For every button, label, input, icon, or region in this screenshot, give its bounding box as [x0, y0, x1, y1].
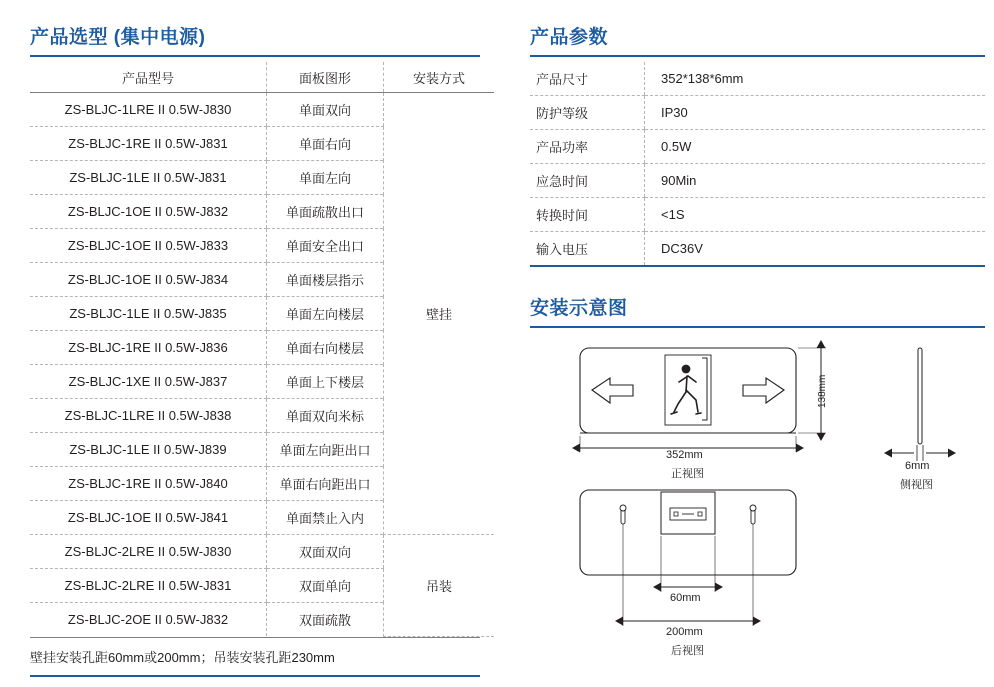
side-view-drawing: [892, 348, 948, 461]
cell-panel: 单面禁止入内: [267, 501, 384, 535]
cell-model: ZS-BLJC-1LE II 0.5W-J831: [30, 161, 267, 195]
params-section-title: 产品参数: [530, 27, 609, 48]
diagram-section-title: 安装示意图: [530, 298, 628, 319]
param-value: 0.5W: [645, 130, 986, 164]
params-title-rule: [530, 55, 985, 57]
cell-panel: 单面左向楼层: [267, 297, 384, 331]
cell-panel: 单面楼层指示: [267, 263, 384, 297]
param-value: 90Min: [645, 164, 986, 198]
back-hole-inner-label: 60mm: [670, 592, 701, 604]
cell-panel: 单面右向距出口: [267, 467, 384, 501]
selection-section-title: 产品选型 (集中电源): [30, 27, 206, 48]
table-row: [530, 62, 985, 96]
product-selection-table: [30, 62, 494, 637]
cell-model: ZS-BLJC-1OE II 0.5W-J833: [30, 229, 267, 263]
front-view-label: 正视图: [671, 468, 704, 480]
cell-model: ZS-BLJC-2LRE II 0.5W-J830: [30, 535, 267, 569]
cell-model: ZS-BLJC-1OE II 0.5W-J841: [30, 501, 267, 535]
cell-panel: 双面单向: [267, 569, 384, 603]
cell-model: ZS-BLJC-1LE II 0.5W-J839: [30, 433, 267, 467]
installation-diagram: [530, 340, 985, 670]
side-thickness-label: 6mm: [905, 460, 930, 472]
cell-model: ZS-BLJC-1RE II 0.5W-J840: [30, 467, 267, 501]
front-view-drawing: [580, 348, 826, 452]
cell-panel: 单面上下楼层: [267, 365, 384, 399]
param-value: 352*138*6mm: [645, 62, 986, 96]
column-header-panel: 面板图形: [267, 62, 384, 93]
column-header-mount: 安装方式: [384, 62, 495, 93]
cell-panel: 单面双向米标: [267, 399, 384, 433]
diagram-section: [530, 293, 985, 328]
selection-title-rule: [30, 55, 480, 57]
table-row: [30, 93, 494, 127]
cell-model: ZS-BLJC-1OE II 0.5W-J834: [30, 263, 267, 297]
param-value: <1S: [645, 198, 986, 232]
selection-note: 壁挂安装孔距60mm或200mm；吊装安装孔距230mm: [30, 637, 480, 677]
param-key: 防护等级: [530, 96, 645, 130]
front-height-label: 138mm: [817, 374, 828, 408]
cell-model: ZS-BLJC-1LRE II 0.5W-J838: [30, 399, 267, 433]
cell-model: ZS-BLJC-1XE II 0.5W-J837: [30, 365, 267, 399]
param-key: 输入电压: [530, 232, 645, 267]
table-row: [30, 535, 494, 569]
cell-panel: 单面安全出口: [267, 229, 384, 263]
table-row: [530, 232, 985, 267]
back-view-drawing: [580, 490, 796, 626]
cell-panel: 单面左向: [267, 161, 384, 195]
diagram-svg: [530, 340, 985, 670]
param-key: 应急时间: [530, 164, 645, 198]
param-key: 转换时间: [530, 198, 645, 232]
cell-panel: 双面疏散: [267, 603, 384, 637]
param-value: IP30: [645, 96, 986, 130]
table-row: [530, 96, 985, 130]
cell-model: ZS-BLJC-1RE II 0.5W-J836: [30, 331, 267, 365]
column-header-model: 产品型号: [30, 62, 267, 93]
cell-panel: 单面右向: [267, 127, 384, 161]
params-section: [530, 22, 985, 670]
cell-model: ZS-BLJC-1OE II 0.5W-J832: [30, 195, 267, 229]
cell-model: ZS-BLJC-2LRE II 0.5W-J831: [30, 569, 267, 603]
back-view-label: 后视图: [671, 645, 704, 657]
cell-model: ZS-BLJC-2OE II 0.5W-J832: [67, 612, 229, 627]
back-hole-outer-label: 200mm: [666, 626, 703, 638]
cell-model: ZS-BLJC-1RE II 0.5W-J831: [30, 127, 267, 161]
selection-section: [30, 22, 480, 677]
param-key: 产品功率: [530, 130, 645, 164]
table-row: [530, 130, 985, 164]
table-row: [530, 198, 985, 232]
param-key: 产品尺寸: [530, 62, 645, 96]
cell-panel: 单面双向: [267, 93, 384, 127]
cell-panel: 单面右向楼层: [267, 331, 384, 365]
cell-model: ZS-BLJC-1LE II 0.5W-J835: [30, 297, 267, 331]
table-header-row: [30, 62, 494, 93]
cell-model: ZS-BLJC-1LRE II 0.5W-J830: [30, 93, 267, 127]
param-value: DC36V: [645, 232, 986, 267]
cell-mount-hanging: 吊装: [384, 535, 495, 637]
product-params-table: [530, 62, 985, 267]
cell-mount-wall: 壁挂: [384, 93, 495, 535]
table-row: [530, 164, 985, 198]
cell-panel: 双面双向: [267, 535, 384, 569]
front-width-label: 352mm: [666, 449, 703, 461]
diagram-title-rule: [530, 326, 985, 328]
side-view-label: 侧视图: [900, 479, 933, 491]
cell-panel: 单面左向距出口: [267, 433, 384, 467]
cell-panel: 单面疏散出口: [267, 195, 384, 229]
